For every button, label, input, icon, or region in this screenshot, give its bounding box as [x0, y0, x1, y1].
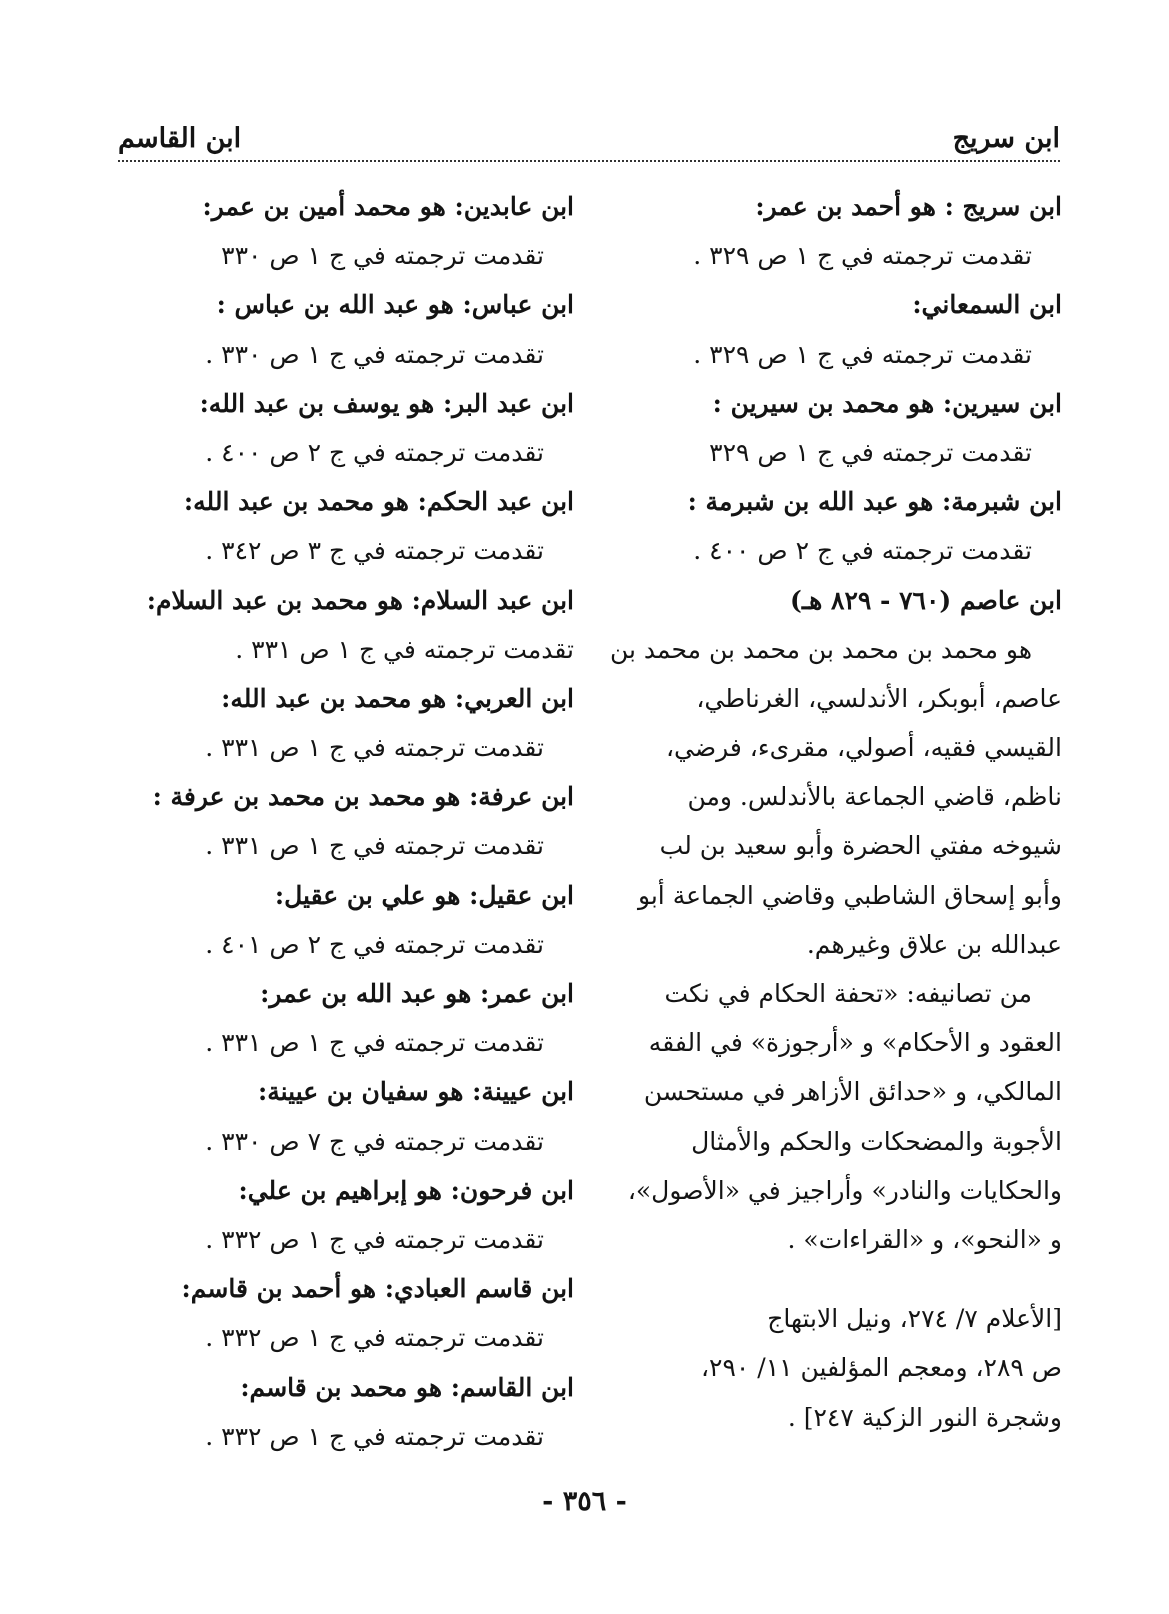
entry-text: تقدمت ترجمته في ج ١ ص ٣٣٠ .	[205, 339, 544, 369]
entry-text: تقدمت ترجمته في ج ١ ص ٣٣١ .	[235, 634, 574, 664]
entry-heading: ابن القاسم: هو محمد بن قاسم:	[240, 1372, 574, 1402]
bio-line: عبدالله بن علاق وغيرهم.	[806, 929, 1062, 959]
bio-line: عاصم، أبوبكر، الأندلسي، الغرناطي،	[696, 683, 1062, 713]
header-left-title: ابن القاسم	[118, 123, 242, 154]
page-number: - ٣٥٦ -	[542, 1486, 627, 1517]
entry-heading: ابن عرفة: هو محمد بن محمد بن عرفة :	[152, 782, 574, 812]
works-line: و «النحو»، و «القراءات» .	[787, 1224, 1062, 1254]
reference-line: وشجرة النور الزكية ٢٤٧] .	[787, 1402, 1062, 1432]
works-line: الأجوبة والمضحكات والحكم والأمثال	[691, 1126, 1062, 1156]
entry-heading: ابن العربي: هو محمد بن عبد الله:	[221, 683, 574, 713]
entry-text: تقدمت ترجمته في ج ١ ص ٣٣١ .	[205, 1028, 544, 1058]
reference-line: [الأعلام ٧/ ٢٧٤، ونيل الابتهاج	[767, 1304, 1062, 1334]
entry-heading: ابن سريج : هو أحمد بن عمر:	[755, 192, 1062, 221]
entry-heading: ابن عيينة: هو سفيان بن عيينة:	[257, 1077, 574, 1107]
entry-heading: ابن عباس: هو عبد الله بن عباس :	[216, 290, 574, 320]
bio-line: هو محمد بن محمد بن محمد بن محمد بن	[609, 634, 1032, 664]
bio-line: شيوخه مفتي الحضرة وأبو سعيد بن لب	[659, 831, 1062, 861]
bio-heading: ابن عاصم (٧٦٠ - ٨٢٩ هـ)	[789, 585, 1062, 615]
entry-text: تقدمت ترجمته في ج ١ ص ٣٣١ .	[205, 733, 544, 763]
works-line: العقود و الأحكام» و «أرجوزة» في الفقه	[648, 1028, 1062, 1058]
bio-line: وأبو إسحاق الشاطبي وقاضي الجماعة أبو	[637, 880, 1062, 910]
spacer	[620, 1264, 1062, 1294]
entry-heading: ابن فرحون: هو إبراهيم بن علي:	[238, 1175, 574, 1205]
entry-text: تقدمت ترجمته في ج ٢ ص ٤٠٠ .	[205, 437, 544, 467]
entry-heading: ابن عابدين: هو محمد أمين بن عمر:	[202, 192, 574, 221]
entry-text: تقدمت ترجمته في ج ١ ص ٣٣٢ .	[205, 1323, 544, 1353]
reference-line: ص ٢٨٩، ومعجم المؤلفين ١١/ ٢٩٠،	[700, 1353, 1062, 1383]
entry-text: تقدمت ترجمته في ج ١ ص ٣٢٩ .	[693, 241, 1032, 271]
entry-heading: ابن عبد البر: هو يوسف بن عبد الله:	[199, 388, 574, 418]
entry-text: تقدمت ترجمته في ج ١ ص ٣٣٢ .	[205, 1224, 544, 1254]
bio-line: ناظم، قاضي الجماعة بالأندلس. ومن	[687, 782, 1062, 812]
entry-heading: ابن عبد السلام: هو محمد بن عبد السلام:	[146, 585, 574, 615]
entry-text: تقدمت ترجمته في ج ١ ص ٣٣٠	[221, 241, 544, 271]
entry-text: تقدمت ترجمته في ج ١ ص ٣٢٩	[709, 437, 1032, 467]
entry-text: تقدمت ترجمته في ج ٣ ص ٣٤٢ .	[205, 536, 544, 566]
works-line: المالكي، و «حدائق الأزاهر في مستحسن	[643, 1077, 1062, 1107]
entry-text: تقدمت ترجمته في ج ١ ص ٣٣٢ .	[205, 1421, 544, 1451]
entry-text: تقدمت ترجمته في ج ١ ص ٣٢٩ .	[693, 339, 1032, 369]
entry-text: تقدمت ترجمته في ج ٧ ص ٣٣٠ .	[205, 1126, 544, 1156]
works-line: من تصانيفه: «تحفة الحكام في نكت	[664, 979, 1032, 1008]
entry-heading: ابن قاسم العبادي: هو أحمد بن قاسم:	[181, 1274, 574, 1304]
entry-heading: ابن السمعاني:	[912, 290, 1062, 320]
entry-heading: ابن عقيل: هو علي بن عقيل:	[274, 880, 574, 910]
works-line: والحكايات والنادر» وأراجيز في «الأصول»،	[627, 1175, 1062, 1205]
entry-heading: ابن سيرين: هو محمد بن سيرين :	[712, 388, 1062, 418]
entry-text: تقدمت ترجمته في ج ٢ ص ٤٠١ .	[205, 929, 544, 959]
entry-heading: ابن شبرمة: هو عبد الله بن شبرمة :	[687, 487, 1062, 517]
header-right-title: ابن سريج	[952, 123, 1060, 154]
right-column	[609, 182, 1062, 1442]
bio-line: القيسي فقيه، أصولي، مقرىء، فرضي،	[665, 733, 1062, 763]
running-header	[118, 112, 1060, 162]
entry-heading: ابن عمر: هو عبد الله بن عمر:	[260, 979, 574, 1008]
entry-text: تقدمت ترجمته في ج ٢ ص ٤٠٠ .	[693, 536, 1032, 566]
left-column	[120, 182, 574, 1461]
entry-text: تقدمت ترجمته في ج ١ ص ٣٣١ .	[205, 831, 544, 861]
entry-heading: ابن عبد الحكم: هو محمد بن عبد الله:	[183, 487, 574, 517]
